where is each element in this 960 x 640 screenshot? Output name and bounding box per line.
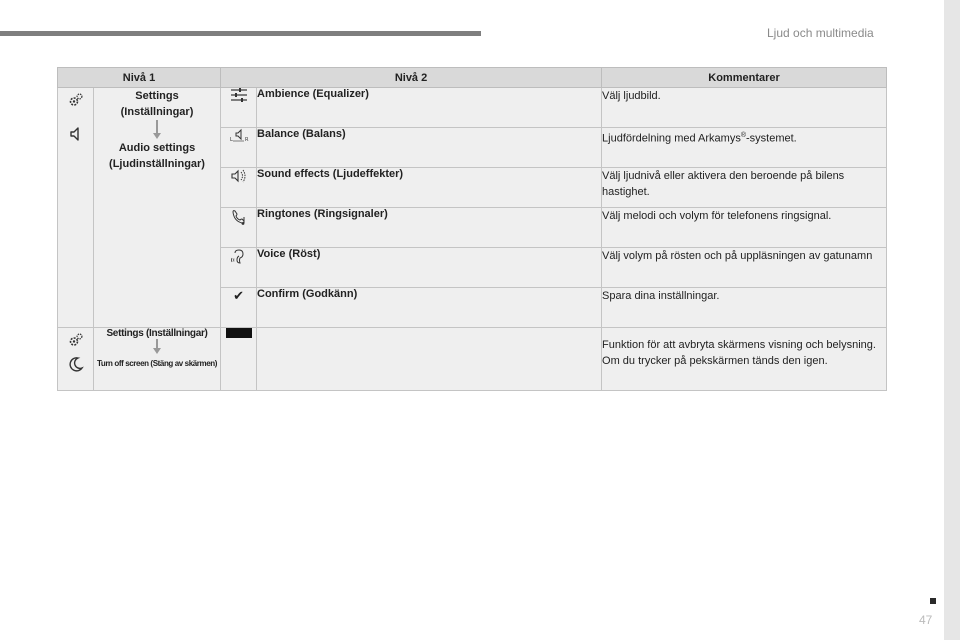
level2-icon-cell <box>221 288 257 328</box>
svg-text:L: L <box>229 137 233 142</box>
audio-settings-label: Audio settings (Ljudinställningar) <box>109 142 205 170</box>
level1-settings-cell <box>94 328 221 391</box>
section-title: Ljud och multimedia <box>767 26 874 40</box>
voice-icon <box>230 248 248 266</box>
arrow-down-icon <box>152 120 162 140</box>
page-side-strip <box>944 0 960 640</box>
option-comment: Välj ljudnivå eller aktivera den beroende på bilens hastighet. <box>602 168 887 208</box>
level1-icons-cell <box>58 88 94 328</box>
option-name: Ringtones (Ringsignaler) <box>257 208 602 248</box>
table-header-row <box>58 68 887 88</box>
end-marker <box>930 598 936 604</box>
speaker-icon <box>68 126 84 142</box>
level2-icon-cell <box>221 248 257 288</box>
option-name: Sound effects (Ljudeffekter) <box>257 168 602 208</box>
level1-icons-cell <box>58 328 94 391</box>
settings-table <box>57 67 887 391</box>
header-level2: Nivå 2 <box>221 68 602 88</box>
black-screen-icon <box>226 328 252 338</box>
level2-icon-cell <box>221 168 257 208</box>
svg-text:R: R <box>244 137 248 142</box>
table-row <box>58 328 887 391</box>
checkmark-icon: ✔ <box>233 288 244 303</box>
page-number: 47 <box>919 613 933 627</box>
equalizer-icon <box>230 88 248 102</box>
settings-label: Settings (Inställningar) <box>106 328 208 339</box>
option-name: Voice (Röst) <box>257 248 602 288</box>
gear-icon <box>68 332 84 348</box>
turn-off-screen-label: Turn off screen (Stäng av skärmen) <box>96 359 218 368</box>
moon-icon <box>68 356 84 372</box>
gear-icon <box>68 92 84 108</box>
level1-settings-cell <box>94 88 221 328</box>
level2-icon-cell <box>221 208 257 248</box>
arrow-down-icon <box>152 339 162 355</box>
option-comment: Välj melodi och volym för telefonens ringsignal. <box>602 208 887 248</box>
header-comments: Kommentarer <box>602 68 887 88</box>
option-name: Ambience (Equalizer) <box>257 88 602 128</box>
header-level1: Nivå 1 <box>58 68 221 88</box>
sound-effects-icon <box>230 168 248 184</box>
option-name: Balance (Balans) <box>257 128 602 168</box>
option-comment: Välj volym på rösten och på uppläsningen av gatunamn <box>602 248 887 288</box>
option-name: Confirm (Godkänn) <box>257 288 602 328</box>
option-comment: Spara dina inställningar. <box>602 288 887 328</box>
ringtone-icon <box>230 208 248 226</box>
option-comment: Ljudfördelning med Arkamys®-systemet. <box>602 128 887 168</box>
balance-icon <box>229 128 249 142</box>
top-divider-bar <box>0 31 481 36</box>
option-name-empty <box>257 328 602 391</box>
table-row <box>58 88 887 128</box>
level2-icon-cell <box>221 128 257 168</box>
level2-icon-cell <box>221 328 257 391</box>
option-comment: Välj ljudbild. <box>602 88 887 128</box>
option-comment: Funktion för att avbryta skärmens visning och belysning. Om du trycker på pekskärmen tänds den igen. <box>602 328 887 391</box>
settings-label: Settings (Inställningar) <box>120 90 194 118</box>
level2-icon-cell <box>221 88 257 128</box>
